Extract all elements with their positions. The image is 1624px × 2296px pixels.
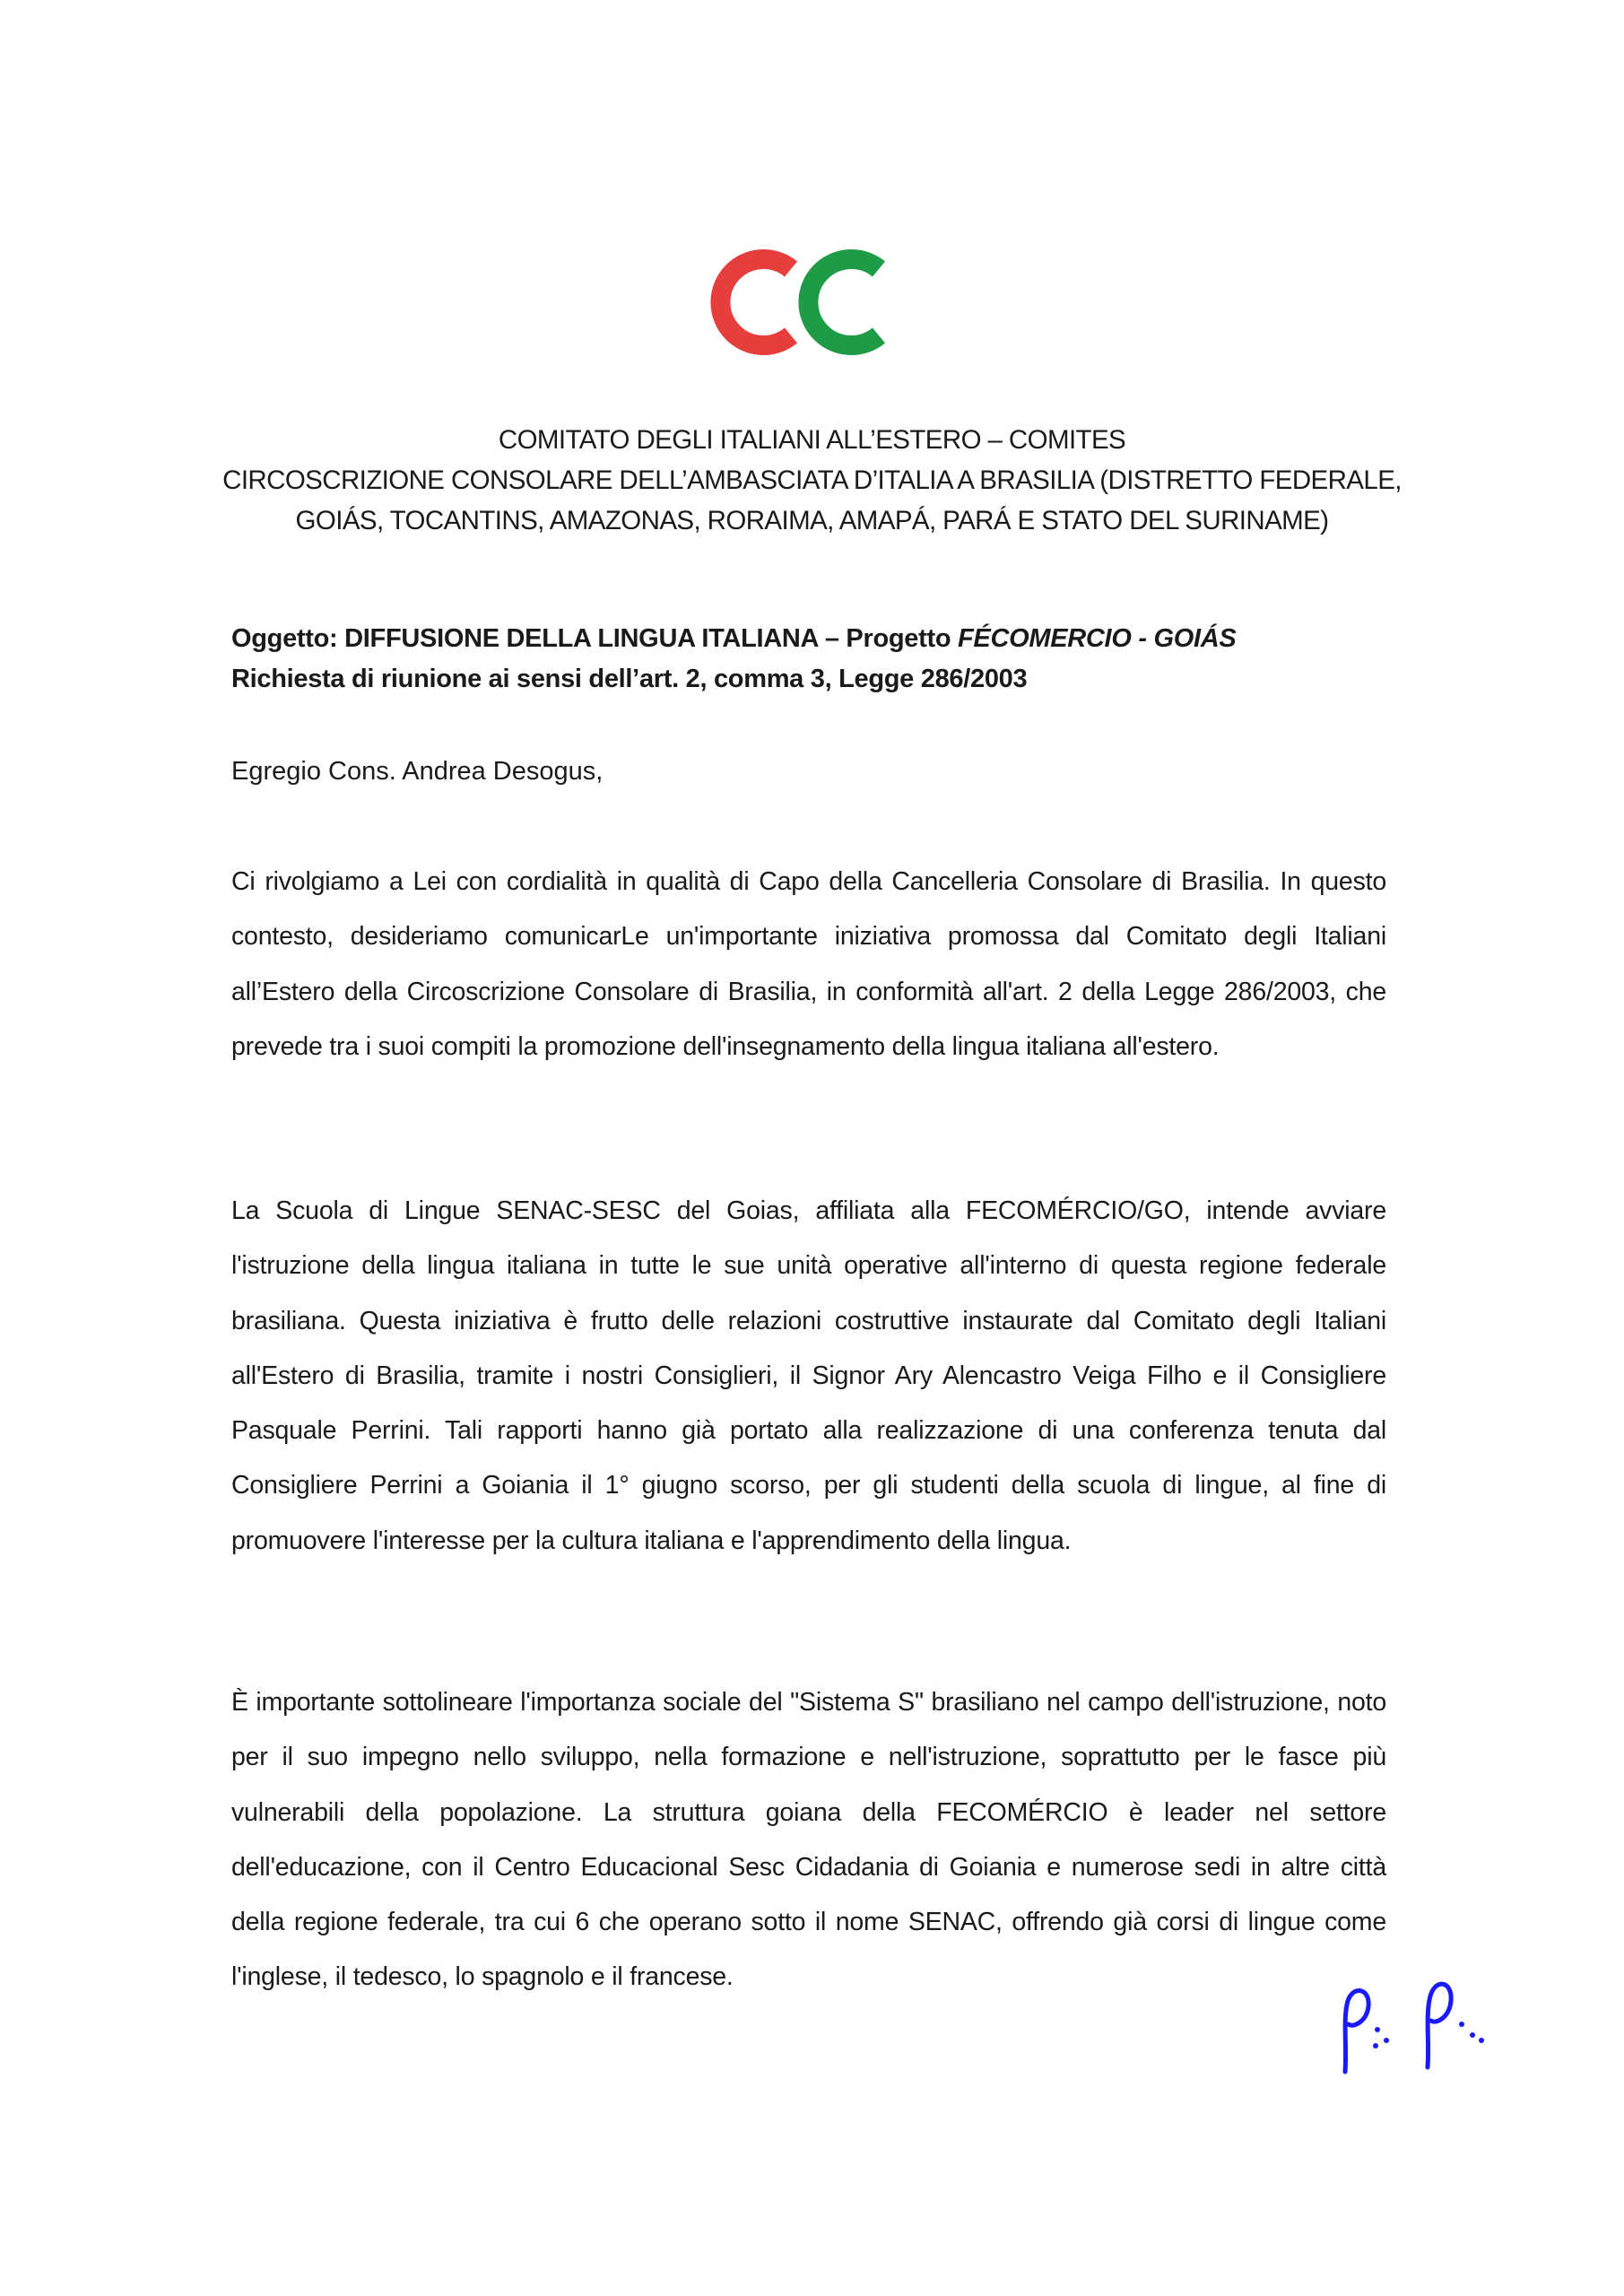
paragraph-1: Ci rivolgiamo a Lei con cordialità in qualità di Capo della Cancelleria Consolare di Brasilia. In questo contesto, desideriamo comunicarLe un'importante iniziativa promossa dal Comitato degli Italiani all’Estero della Circoscrizione Consolare di Brasilia, in conformità all'art. 2 della Legge 286/2003, che prevede tra i suoi compiti la promozione dell'insegnamento della lingua italiana all'estero. [231, 867, 1386, 1061]
paragraph-2: La Scuola di Lingue SENAC-SESC del Goias, affiliata alla FECOMÉRCIO/GO, intende avviare l'istruzione della lingua italiana in tutte le sue unità operative all'interno di questa regione federale brasiliana. Questa iniziativa è frutto delle relazioni costruttive instaurate dal Comitato degli Italiani all'Estero di Brasilia, tramite i nostri Consiglieri, il Signor Ary Alencastro Veiga Filho e il Consigliere Pasquale Perrini. Tali rapporti hanno già portato alla realizzazione di una conferenza tenuta dal Consigliere Perrini a Goiania il 1° giugno scorso, per gli studenti della scuola di lingue, al fine di promuovere l'interesse per la cultura italiana e l'apprendimento della lingua. [231, 1196, 1386, 1555]
paragraph-3: È importante sottolineare l'importanza sociale del "Sistema S" brasiliano nel campo dell'istruzione, noto per il suo impegno nello sviluppo, nella formazione e nell'istruzione, soprattutto per le fasce più vulnerabili della popolazione. La struttura goiana della FECOMÉRCIO è leader nel settore dell'educazione, con il Centro Educacional Sesc Cidadania di Goiania e numerose sedi in altre città della regione federale, tra cui 6 che operano sotto il nome SENAC, offrendo già corsi di lingue come l'inglese, il tedesco, lo spagnolo e il francese. [231, 1688, 1386, 1992]
subject-line [231, 619, 1397, 659]
subject-project: FÉCOMERCIO - GOIÁS [958, 624, 1237, 653]
letterhead [135, 420, 1489, 541]
header-line-1: COMITATO DEGLI ITALIANI ALL’ESTERO – COMITES [498, 425, 1126, 455]
greeting: Egregio Cons. Andrea Desogus, [231, 757, 604, 786]
handwritten-signature [1327, 1969, 1507, 2085]
logo-red-c [720, 259, 791, 345]
logo-green-c [808, 259, 879, 345]
header-line-3: GOIÁS, TOCANTINS, AMAZONAS, RORAIMA, AMAPÁ, PARÁ E STATO DEL SURINAME) [295, 506, 1329, 535]
subject-block [231, 619, 1397, 700]
comites-logo-icon [708, 235, 906, 370]
header-line-2: CIRCOSCRIZIONE CONSOLARE DELL’AMBASCIATA D’ITALIA A BRASILIA (DISTRETTO FEDERALE, [222, 465, 1402, 495]
subject-line-2: Richiesta di riunione ai sensi dell’art. 2, comma 3, Legge 286/2003 [231, 665, 1028, 693]
subject-label: Oggetto: DIFFUSIONE DELLA LINGUA ITALIANA – Progetto [231, 624, 959, 653]
